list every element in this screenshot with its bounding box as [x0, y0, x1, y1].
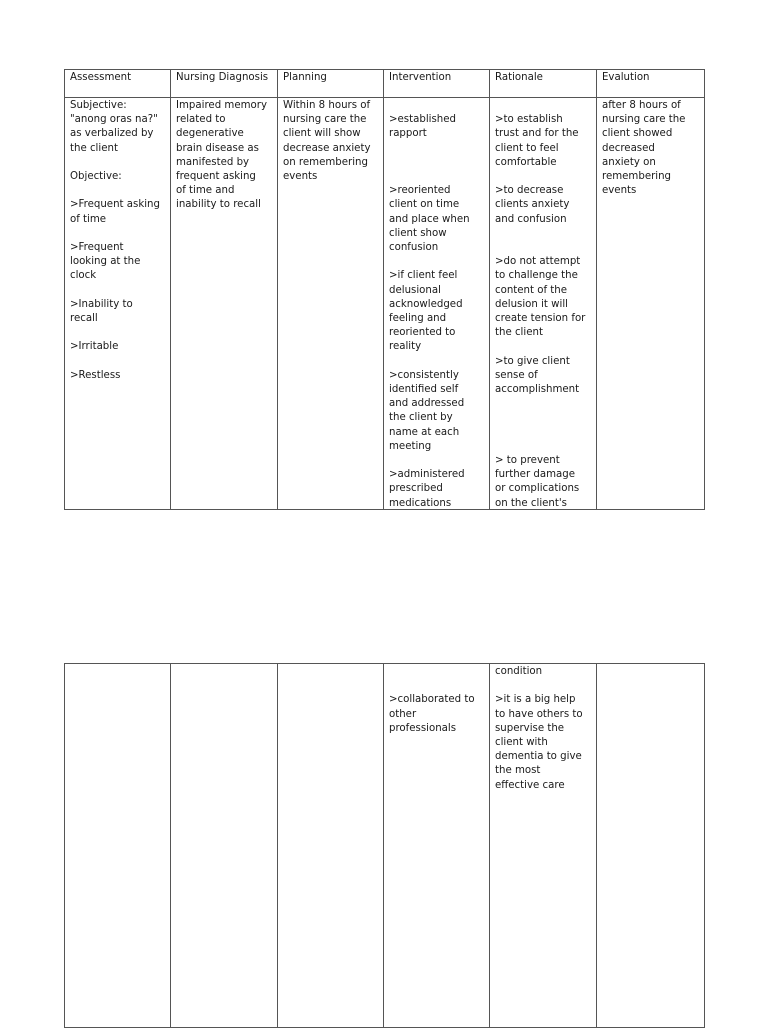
cell-text-line	[389, 454, 484, 468]
cell-text-line: acknowledged	[389, 298, 463, 310]
cell-text-line: name at each	[389, 426, 460, 438]
cell-text-line: decreased	[602, 142, 655, 154]
cell-text-line: >Restless	[70, 369, 121, 381]
cell-text-line	[389, 170, 484, 184]
cell-text-line: to have others to	[495, 708, 583, 720]
cell-text-line: or complications	[495, 483, 580, 495]
cell-text-line: >Frequent asking	[70, 199, 160, 211]
rationale-cell	[490, 98, 597, 510]
cell-text-line: >Frequent	[70, 241, 124, 253]
cell-text-line	[70, 184, 165, 198]
cell-text-line: content of the	[495, 284, 568, 296]
cell-text-line: >to establish	[495, 114, 563, 126]
cell-text-line	[389, 679, 484, 693]
cell-text-line: > to prevent	[495, 454, 560, 466]
cell-text-line	[495, 440, 591, 454]
cell-text-line: >reoriented	[389, 185, 451, 197]
cell-text-line: anxiety on	[602, 156, 656, 168]
cell-text-line: Objective:	[70, 171, 122, 182]
header-rationale: Rationale	[490, 70, 597, 98]
cell-text-line: sense of	[495, 369, 538, 381]
cell-text-line	[70, 227, 165, 241]
cell-text-line: nursing care the	[602, 114, 686, 126]
cell-text-line: medications	[389, 497, 452, 509]
cell-text-line: frequent asking	[176, 171, 256, 183]
planning-cell-continued	[278, 664, 384, 1028]
cell-text-line: nursing care the	[283, 114, 367, 126]
cell-text-line: confusion	[389, 241, 439, 253]
cell-text-line: the client	[495, 327, 543, 339]
cell-text-line: client with	[495, 737, 548, 748]
cell-text-line	[70, 355, 165, 369]
cell-text-line	[389, 665, 484, 679]
cell-text-line: events	[602, 185, 637, 197]
cell-text-line: dementia to give	[495, 751, 582, 763]
intervention-cell-continued	[384, 664, 490, 1028]
cell-text-line	[70, 284, 165, 298]
table-header-row	[65, 70, 705, 98]
cell-text-line: client to feel	[495, 142, 559, 154]
cell-text-line	[495, 227, 591, 241]
diagnosis-cell	[171, 98, 278, 510]
cell-text-line: decrease anxiety	[283, 142, 371, 154]
cell-text-line	[495, 170, 591, 184]
cell-text-line: the client by	[389, 412, 453, 424]
cell-text-line: delusion it will	[495, 298, 568, 310]
cell-text-line: of time	[70, 213, 107, 225]
planning-cell	[278, 98, 384, 510]
cell-text-line: >to decrease	[495, 185, 564, 197]
table-row	[65, 664, 705, 1028]
cell-text-line	[495, 397, 591, 411]
rationale-cell-continued	[490, 664, 597, 1028]
cell-text-line: rapport	[389, 128, 427, 140]
cell-text-line: identified self	[389, 383, 459, 395]
cell-text-line: delusional	[389, 284, 441, 296]
cell-text-line	[70, 326, 165, 340]
care-plan-table-page-1	[64, 69, 705, 510]
cell-text-line: on remembering	[283, 156, 368, 168]
cell-text-line: meeting	[389, 440, 432, 452]
cell-text-line: degenerative	[176, 128, 244, 140]
cell-text-line: recall	[70, 312, 98, 324]
cell-text-line	[495, 99, 591, 113]
cell-text-line	[495, 679, 591, 693]
cell-text-line: and place when	[389, 213, 470, 225]
cell-text-line: >do not attempt	[495, 256, 581, 268]
cell-text-line: feeling and	[389, 312, 447, 324]
table-row	[65, 98, 705, 510]
cell-text-line	[495, 411, 591, 425]
cell-text-line	[495, 340, 591, 354]
cell-text-line	[495, 241, 591, 255]
cell-text-line: Impaired memory	[176, 100, 267, 111]
cell-text-line: other	[389, 708, 417, 720]
cell-text-line: related to	[176, 114, 226, 126]
assessment-cell-continued	[65, 664, 171, 1028]
cell-text-line: after 8 hours of	[602, 100, 681, 111]
cell-text-line: the most	[495, 765, 541, 777]
cell-text-line: to challenge the	[495, 270, 578, 282]
cell-text-line: >consistently	[389, 369, 459, 381]
cell-text-line: the client	[70, 142, 118, 154]
cell-text-line: supervise the	[495, 722, 565, 734]
cell-text-line: clock	[70, 270, 97, 282]
cell-text-line: client on time	[389, 199, 460, 211]
cell-text-line	[495, 426, 591, 440]
header-intervention: Intervention	[384, 70, 490, 98]
cell-text-line: comfortable	[495, 156, 557, 168]
cell-text-line: >Inability to	[70, 298, 133, 310]
cell-text-line	[389, 355, 484, 369]
cell-text-line: Subjective:	[70, 100, 127, 111]
cell-text-line: create tension for	[495, 312, 586, 324]
cell-text-line: reoriented to	[389, 327, 456, 339]
evaluation-cell-continued	[597, 664, 705, 1028]
cell-text-line: Within 8 hours of	[283, 100, 371, 111]
cell-text-line	[389, 255, 484, 269]
cell-text-line: client will show	[283, 128, 361, 140]
cell-text-line: looking at the	[70, 256, 141, 268]
cell-text-line: trust and for the	[495, 128, 579, 140]
cell-text-line: client showed	[602, 128, 673, 140]
cell-text-line	[70, 156, 165, 170]
cell-text-line: further damage	[495, 469, 575, 481]
assessment-cell	[65, 98, 171, 510]
cell-text-line: events	[283, 171, 318, 183]
cell-text-line: >established	[389, 114, 456, 126]
header-nursing-diagnosis: Nursing Diagnosis	[171, 70, 278, 98]
cell-text-line: of time and	[176, 185, 235, 197]
cell-text-line: and addressed	[389, 398, 465, 410]
evaluation-cell	[597, 98, 705, 510]
cell-text-line: >it is a big help	[495, 694, 576, 706]
cell-text-line: >if client feel	[389, 270, 458, 282]
cell-text-line: prescribed	[389, 483, 443, 495]
cell-text-line: brain disease as	[176, 142, 259, 154]
care-plan-table-page-2	[64, 663, 705, 1028]
cell-text-line: accomplishment	[495, 383, 580, 395]
diagnosis-cell-continued	[171, 664, 278, 1028]
cell-text-line: as verbalized by	[70, 128, 154, 140]
cell-text-line: >to give client	[495, 355, 570, 367]
cell-text-line: >administered	[389, 469, 465, 481]
cell-text-line: manifested by	[176, 156, 250, 168]
cell-text-line	[389, 156, 484, 170]
cell-text-line: reality	[389, 341, 422, 353]
cell-text-line: remembering	[602, 171, 672, 183]
header-planning: Planning	[278, 70, 384, 98]
cell-text-line: on the client's	[495, 497, 567, 509]
cell-text-line: "anong oras na?"	[70, 114, 158, 126]
cell-text-line: condition	[495, 666, 543, 677]
cell-text-line: client show	[389, 227, 447, 239]
cell-text-line	[389, 99, 484, 113]
cell-text-line: and confusion	[495, 213, 567, 225]
cell-text-line: effective care	[495, 779, 565, 791]
cell-text-line: inability to recall	[176, 199, 261, 211]
intervention-cell	[384, 98, 490, 510]
cell-text-line: >collaborated to	[389, 694, 475, 706]
header-evaluation: Evalution	[597, 70, 705, 98]
cell-text-line: clients anxiety	[495, 199, 570, 211]
cell-text-line: >Irritable	[70, 341, 119, 353]
cell-text-line: professionals	[389, 722, 457, 734]
cell-text-line	[389, 142, 484, 156]
header-assessment: Assessment	[65, 70, 171, 98]
